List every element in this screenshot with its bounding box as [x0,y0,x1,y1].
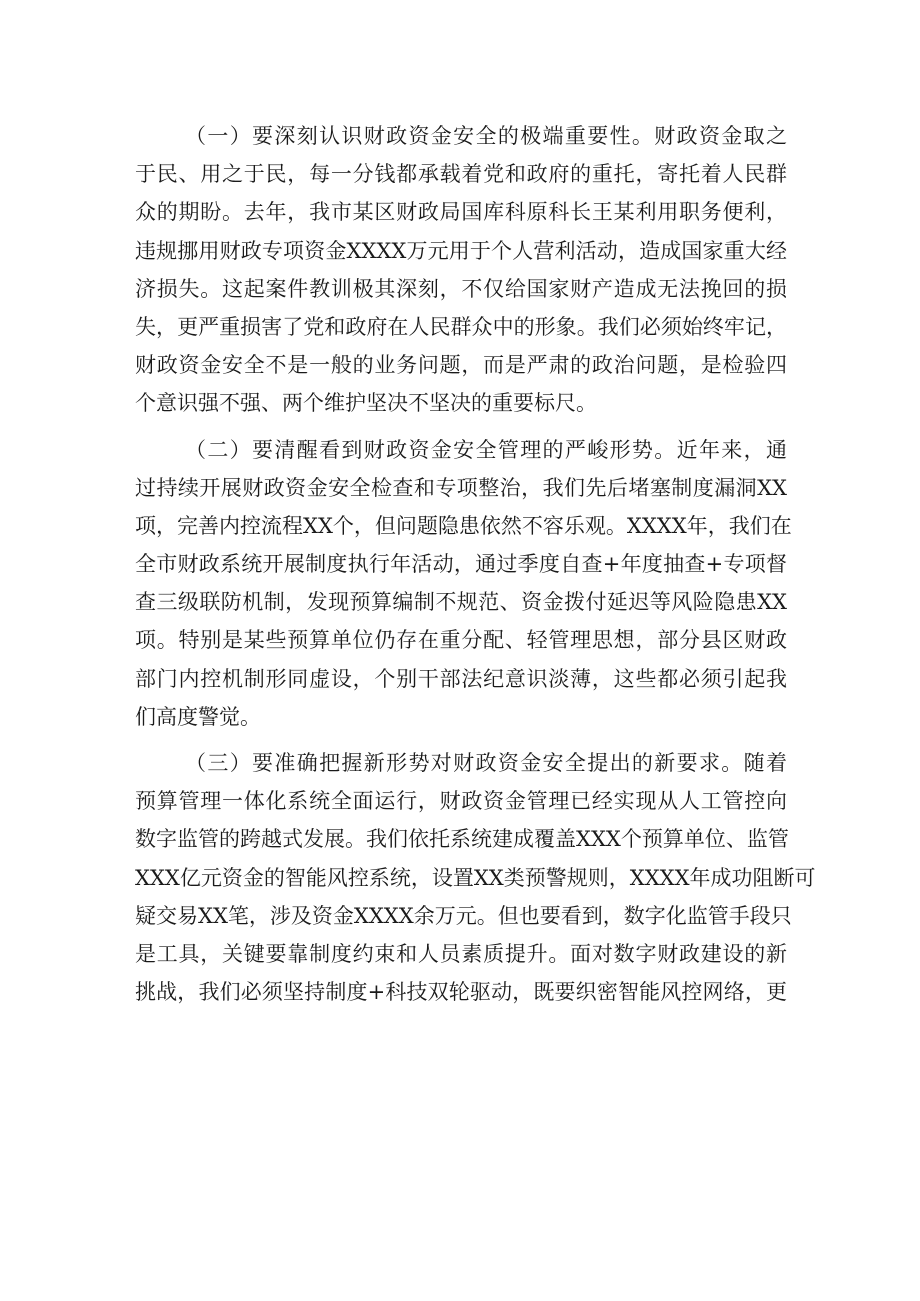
text-line: 疑交易XX笔，涉及资金XXXX余万元。但也要看到，数字化监管手段只 [135,903,792,928]
text-line: （一）要深刻认识财政资金安全的极端重要性。财政资金取之 [185,124,787,148]
text-line: 众的期盼。去年，我市某区财政局国库科原科长王某利用职务便利， [135,200,787,225]
text-line: 项。特别是某些预算单位仍存在重分配、轻管理思想，部分县区财政 [135,628,787,653]
text-line: 过持续开展财政资金安全检查和专项整治，我们先后堵塞制度漏洞XX [135,475,787,500]
text-line: 部门内控机制形同虚设，个别干部法纪意识淡薄，这些都必须引起我 [135,666,787,691]
text-line: 失，更严重损害了党和政府在人民群众中的形象。我们必须始终牢记， [135,314,787,339]
text-line: 济损失。这起案件教训极其深刻，不仅给国家财产造成无法挽回的损 [135,276,787,301]
text-line: 全市财政系统开展制度执行年活动，通过季度自查+年度抽查+专项督 [135,552,787,577]
document-body [135,117,816,1011]
text-line: （三）要准确把握新形势对财政资金安全提出的新要求。随着 [185,751,787,775]
paragraph-3 [135,744,816,1011]
text-line: 查三级联防机制，发现预算编制不规范、资金拨付延迟等风险隐患XX [135,590,787,615]
paragraph-1 [135,117,787,423]
text-line: 们高度警觉。 [135,704,261,729]
text-line: XXX亿元资金的智能风控系统，设置XX类预警规则，XXXX年成功阻断可 [135,865,816,890]
text-line: 财政资金安全不是一般的业务问题，而是严肃的政治问题，是检验四 [135,353,787,378]
text-line: 项，完善内控流程XX个，但问题隐患依然不容乐观。XXXX年，我们在 [135,513,792,538]
text-line: 于民、用之于民，每一分钱都承载着党和政府的重托，寄托着人民群 [135,162,787,187]
text-line: 数字监管的跨越式发展。我们依托系统建成覆盖XXX个预算单位、监管 [135,827,789,852]
text-line: 预算管理一体化系统全面运行，财政资金管理已经实现从人工管控向 [135,789,787,814]
paragraph-2 [135,431,792,737]
text-line: （二）要清醒看到财政资金安全管理的严峻形势。近年来，通 [185,437,787,462]
text-line: 是工具，关键要靠制度约束和人员素质提升。面对数字财政建设的新 [135,941,787,966]
text-line: 违规挪用财政专项资金XXXX万元用于个人营利活动，造成国家重大经 [135,238,787,263]
text-line: 挑战，我们必须坚持制度+科技双轮驱动，既要织密智能风控网络，更 [135,980,787,1005]
text-line: 个意识强不强、两个维护坚决不坚决的重要标尺。 [135,391,597,416]
